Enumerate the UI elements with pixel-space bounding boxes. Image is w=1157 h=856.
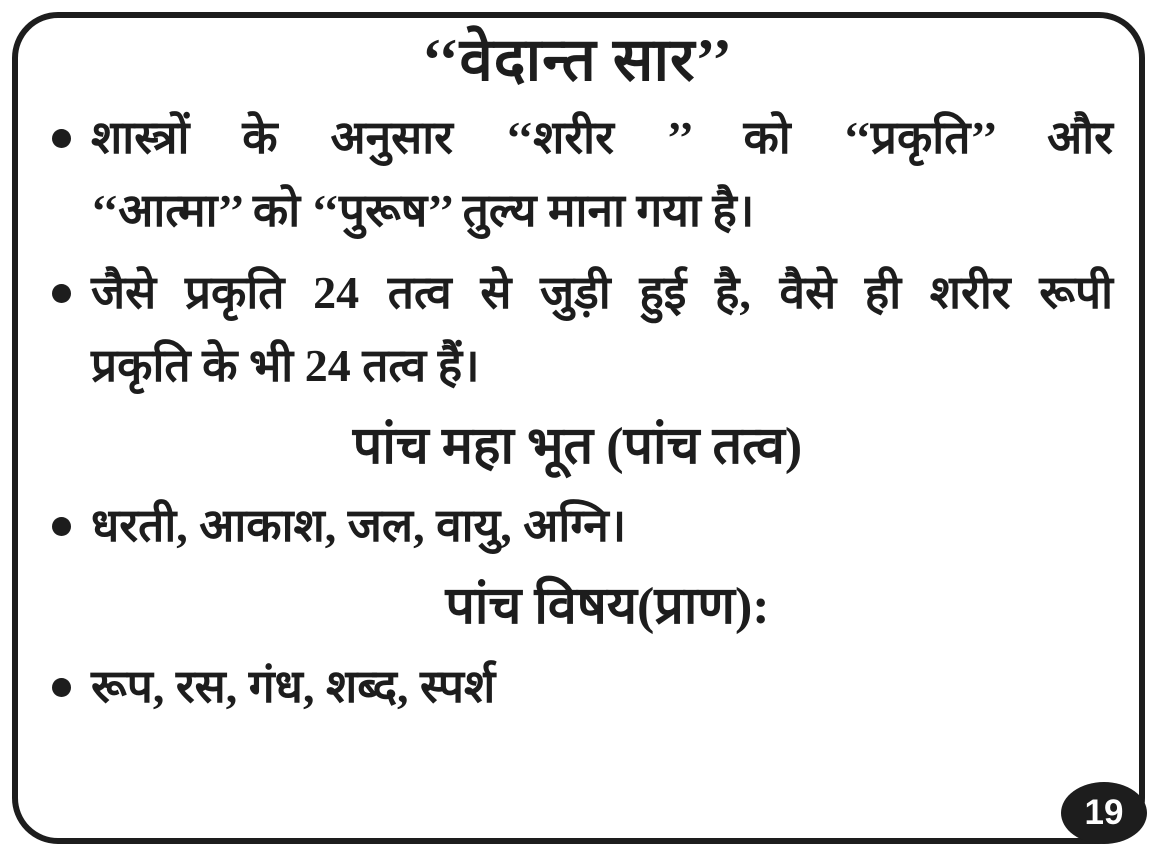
page-number-badge — [1061, 782, 1147, 844]
bullet-text-line: जैसे प्रकृति 24 तत्व से जुड़ी हुई है, वैसे ही शरीर रूपी — [91, 267, 1113, 319]
page-number: 19 — [1084, 793, 1124, 832]
bullet-text-line: शास्त्रों के अनुसार ‘‘शरीर ’’ को ‘‘प्रकृति’’ और — [91, 112, 1113, 163]
bullet-item — [42, 651, 1113, 724]
bullet-text — [91, 651, 1113, 724]
bullet-text-line: रूप, रस, गंध, शब्द, स्पर्श — [91, 660, 496, 712]
bullet-text — [91, 102, 1113, 247]
bullet-text-line: प्रकृति के भी 24 तत्व हैं। — [91, 340, 480, 392]
bullet-text-line: धरती, आकाश, जल, वायु, अग्नि। — [91, 500, 627, 552]
bullet-text — [91, 257, 1113, 402]
section-heading-pancha-mahabhut: पांच महा भूत (पांच तत्व) — [352, 417, 803, 475]
bullet-icon — [52, 678, 71, 697]
bullet-icon — [52, 284, 71, 303]
bullet-item — [42, 257, 1113, 402]
section-heading-pancha-vishay: पांच विषय(प्राण): — [445, 577, 770, 635]
bullet-icon — [52, 517, 71, 536]
bullet-item — [42, 102, 1113, 247]
bullet-text-line: ‘‘आत्मा’’ को ‘‘पुरूष’’ तुल्य माना गया है। — [91, 184, 755, 236]
bullet-item — [42, 490, 1113, 563]
slide-frame — [12, 12, 1145, 844]
bullet-text — [91, 490, 1113, 563]
slide-title: ‘‘वेदान्त सार’’ — [421, 27, 734, 93]
bullet-icon — [52, 129, 71, 148]
